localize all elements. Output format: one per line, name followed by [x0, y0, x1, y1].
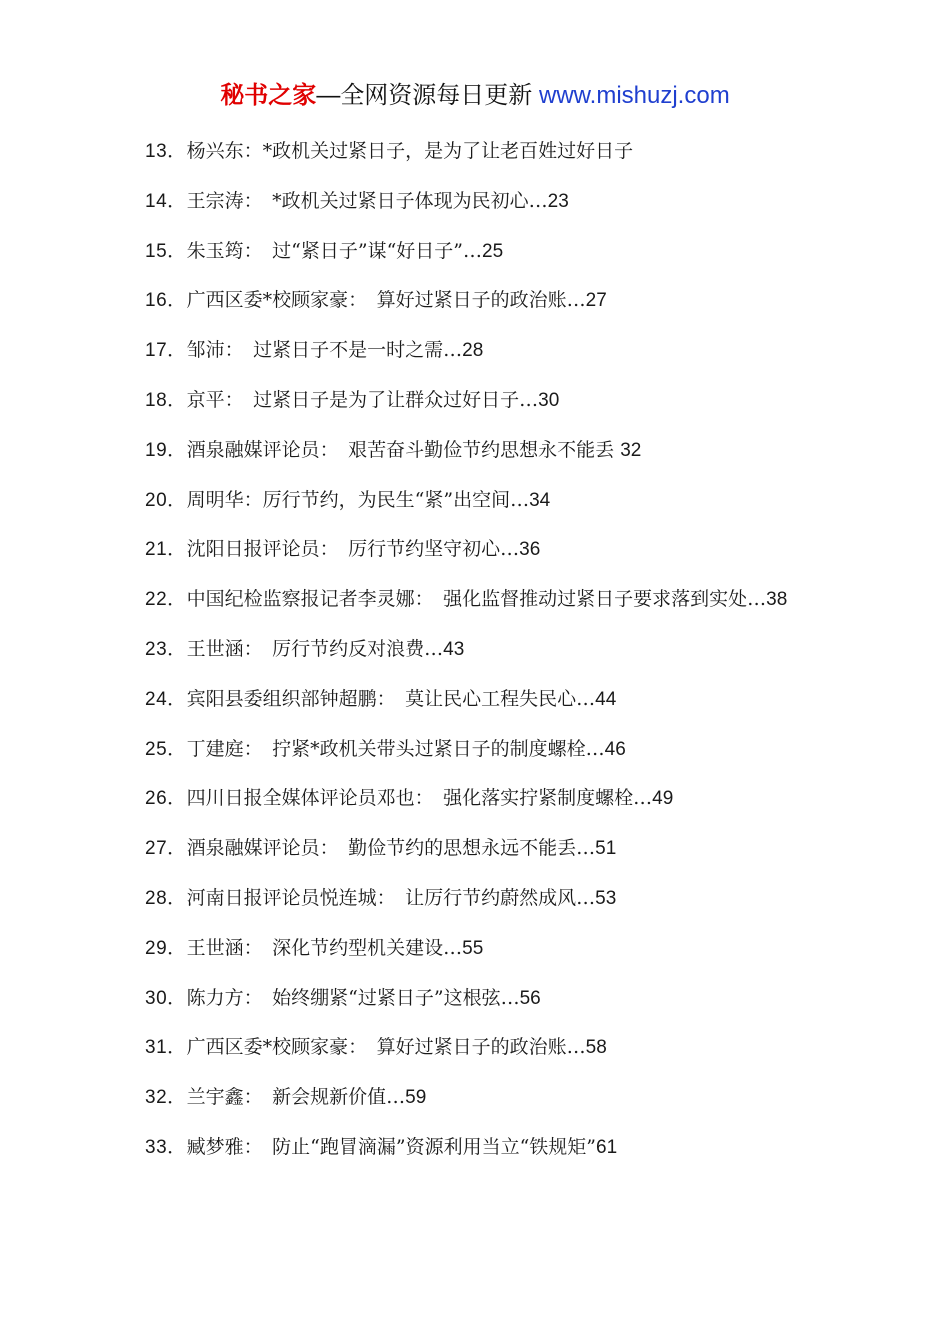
entry-page: 28 [462, 340, 484, 362]
entry-title: 宾阳县委组织部钟超鹏： 莫让民心工程失民心… [186, 687, 596, 710]
entry-page: 34 [529, 489, 551, 511]
banner-slogan: —全网资源每日更新 [316, 82, 539, 109]
toc-entry [145, 1073, 815, 1123]
entry-number: 31． [145, 1037, 187, 1059]
entry-page: 51 [595, 838, 617, 860]
entry-page: 32 [620, 439, 642, 461]
entry-title: 广西区委*校顾家豪： 算好过紧日子的政治账… [186, 1036, 586, 1059]
toc-entry [145, 675, 815, 725]
entry-title: 沈阳日报评论员： 厉行节约坚守初心… [186, 538, 520, 561]
entry-number: 20． [145, 489, 187, 511]
toc-entry [145, 774, 815, 824]
entry-number: 17． [145, 340, 187, 362]
entry-title: 杨兴东：*政机关过紧日子，是为了让老百姓过好日子 [186, 140, 634, 162]
entry-title: 酒泉融媒评论员： 勤俭节约的思想永远不能丢… [186, 837, 596, 860]
entry-title: 酒泉融媒评论员： 艰苦奋斗勤俭节约思想永不能丢 [186, 438, 621, 461]
entry-number: 33． [145, 1136, 187, 1158]
entry-page: 36 [519, 539, 541, 561]
entry-number: 18． [145, 389, 187, 411]
toc-entry [145, 924, 815, 974]
entry-page: 25 [482, 240, 504, 262]
toc-entry [145, 376, 815, 426]
toc-entry [145, 824, 815, 874]
entry-page: 46 [604, 738, 626, 760]
entry-number: 29． [145, 937, 187, 959]
toc-entry [145, 476, 815, 526]
entry-page: 44 [595, 688, 617, 710]
toc-entry [145, 326, 815, 376]
entry-title: 四川日报全媒体评论员邓也： 强化落实拧紧制度螺栓… [186, 787, 653, 810]
header-banner [0, 80, 950, 112]
entry-number: 22． [145, 589, 187, 611]
entry-number: 14． [145, 190, 187, 212]
toc-entry [145, 127, 815, 177]
table-of-contents [145, 127, 815, 1173]
entry-page: 55 [462, 937, 484, 959]
entry-title: 周明华：厉行节约，为民生“紧”出空间… [186, 488, 530, 511]
toc-entry [145, 177, 815, 227]
entry-number: 32． [145, 1087, 187, 1109]
entry-title: 王世涵： 深化节约型机关建设… [186, 936, 463, 959]
entry-number: 16． [145, 290, 187, 312]
entry-number: 24． [145, 688, 187, 710]
entry-page: 43 [443, 638, 465, 660]
entry-number: 23． [145, 638, 187, 660]
entry-number: 27． [145, 838, 187, 860]
entry-title: 朱玉筠： 过“紧日子”谋“好日子”… [186, 239, 482, 262]
entry-title: 王世涵： 厉行节约反对浪费… [186, 637, 444, 660]
entry-title: 京平： 过紧日子是为了让群众过好日子… [186, 388, 539, 411]
entry-number: 28． [145, 887, 187, 909]
entry-number: 19． [145, 439, 187, 461]
entry-number: 26． [145, 788, 187, 810]
website-link[interactable]: www.mishuzj.com [538, 82, 730, 109]
toc-entry [145, 525, 815, 575]
entry-page: 23 [547, 190, 569, 212]
toc-entry [145, 227, 815, 277]
entry-number: 30． [145, 987, 187, 1009]
entry-page: 30 [538, 389, 560, 411]
entry-page: 27 [585, 290, 607, 312]
brand-name: 秘书之家 [220, 82, 317, 109]
entry-page: 58 [585, 1037, 607, 1059]
toc-entry [145, 725, 815, 775]
entry-title: 河南日报评论员悦连城： 让厉行节约蔚然成风… [186, 886, 596, 909]
entry-number: 25． [145, 738, 187, 760]
entry-page: 53 [595, 887, 617, 909]
entry-title: 陈力方： 始终绷紧“过紧日子”这根弦… [186, 986, 520, 1009]
entry-page: 38 [766, 589, 788, 611]
entry-page: 49 [652, 788, 674, 810]
toc-entry [145, 874, 815, 924]
toc-entry [145, 974, 815, 1024]
entry-title: 中国纪检监察报记者李灵娜： 强化监督推动过紧日子要求落到实处… [186, 588, 767, 611]
entry-title: 丁建庭： 拧紧*政机关带头过紧日子的制度螺栓… [186, 737, 605, 760]
entry-title: 邹沛： 过紧日子不是一时之需… [186, 339, 463, 362]
entry-title: 臧梦雅： 防止“跑冒滴漏”资源利用当立“铁规矩” [186, 1135, 596, 1158]
toc-entry [145, 276, 815, 326]
toc-entry [145, 575, 815, 625]
entry-title: 兰宇鑫： 新会规新价值… [186, 1086, 406, 1109]
toc-entry [145, 426, 815, 476]
toc-entry [145, 1123, 815, 1173]
entry-number: 13． [145, 141, 187, 162]
entry-title: 王宗涛： *政机关过紧日子体现为民初心… [186, 189, 548, 212]
entry-page: 59 [405, 1087, 427, 1109]
toc-entry [145, 1023, 815, 1073]
toc-entry [145, 625, 815, 675]
entry-number: 21． [145, 539, 187, 561]
entry-page: 56 [519, 987, 541, 1009]
entry-page: 61 [596, 1136, 618, 1158]
entry-number: 15． [145, 240, 187, 262]
entry-title: 广西区委*校顾家豪： 算好过紧日子的政治账… [186, 289, 586, 312]
